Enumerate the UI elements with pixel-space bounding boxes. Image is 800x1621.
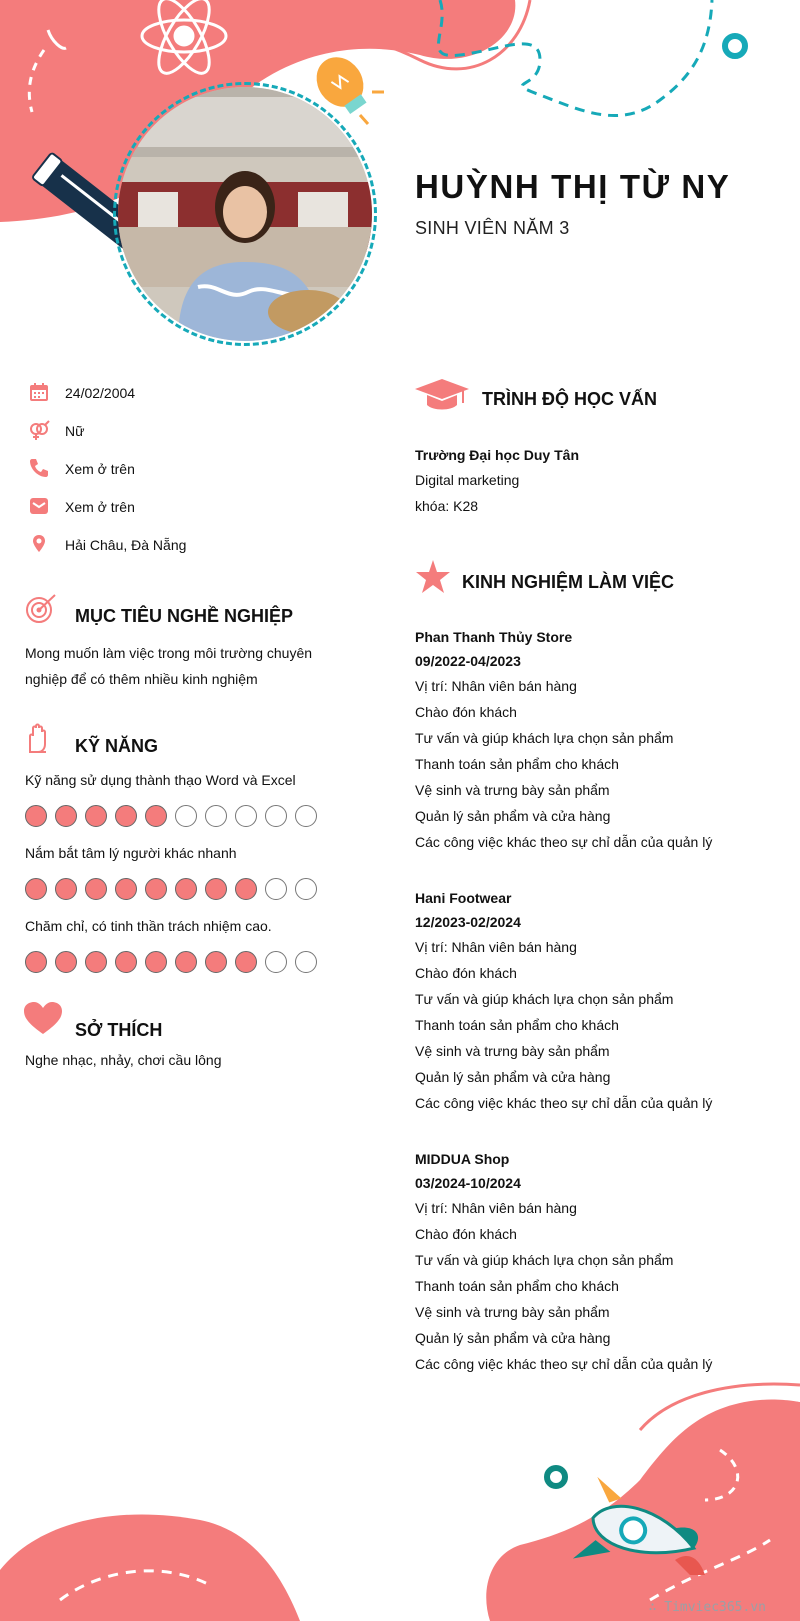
job-task: Quản lý sản phẩm và cửa hàng — [415, 808, 611, 824]
rating-dot-filled — [175, 951, 197, 973]
avatar — [118, 87, 372, 341]
candidate-name: HUỲNH THỊ TỪ NY — [415, 168, 731, 205]
job-task: Vị trí: Nhân viên bán hàng — [415, 1200, 577, 1216]
star-icon — [415, 560, 451, 594]
skill-name: Chăm chỉ, có tinh thần trách nhiệm cao. — [25, 918, 272, 934]
job-task: Vị trí: Nhân viên bán hàng — [415, 678, 577, 694]
job-task: Tư vấn và giúp khách lựa chọn sản phẩm — [415, 991, 674, 1007]
job-task: Vệ sinh và trưng bày sản phẩm — [415, 1304, 610, 1320]
skill-rating — [25, 878, 317, 900]
contact-birthday — [28, 385, 368, 423]
job-task: Chào đón khách — [415, 1226, 517, 1242]
rating-dot-empty — [295, 878, 317, 900]
rating-dot-filled — [25, 951, 47, 973]
experience-item — [415, 890, 785, 1121]
job-task: Vệ sinh và trưng bày sản phẩm — [415, 1043, 610, 1059]
birthday-text: 24/02/2004 — [65, 385, 136, 401]
education-title: TRÌNH ĐỘ HỌC VẤN — [482, 389, 657, 409]
job-task: Tư vấn và giúp khách lựa chọn sản phẩm — [415, 1252, 674, 1268]
skill-name: Nắm bắt tâm lý người khác nhanh — [25, 845, 237, 861]
hobbies-text: Nghe nhạc, nhảy, chơi cầu lông — [25, 1052, 222, 1068]
rating-dot-filled — [175, 878, 197, 900]
gender-icon — [28, 419, 50, 441]
rating-dot-empty — [295, 951, 317, 973]
graduation-cap-icon — [415, 377, 469, 413]
job-period: 03/2024-10/2024 — [415, 1175, 521, 1191]
skill-rating — [25, 805, 317, 827]
gender-text: Nữ — [65, 423, 85, 439]
target-icon — [24, 592, 58, 626]
address-text: Hải Châu, Đà Nẵng — [65, 537, 187, 553]
job-task: Các công việc khác theo sự chỉ dẫn của quản lý — [415, 1095, 713, 1111]
rating-dot-filled — [115, 878, 137, 900]
phone-text: Xem ở trên — [65, 461, 135, 477]
experience-item — [415, 1151, 785, 1382]
education-major: Digital marketing — [415, 472, 520, 488]
rating-dot-empty — [235, 805, 257, 827]
teal-ring-shape — [547, 1468, 565, 1486]
rating-dot-filled — [235, 951, 257, 973]
skill-name: Kỹ năng sử dụng thành thạo Word và Excel — [25, 772, 296, 788]
rating-dot-empty — [175, 805, 197, 827]
rating-dot-filled — [25, 878, 47, 900]
rating-dot-filled — [55, 805, 77, 827]
rating-dot-empty — [265, 951, 287, 973]
job-task: Thanh toán sản phẩm cho khách — [415, 1017, 619, 1033]
job-period: 09/2022-04/2023 — [415, 653, 521, 669]
job-task: Chào đón khách — [415, 965, 517, 981]
phone-icon — [28, 457, 50, 479]
job-period: 12/2023-02/2024 — [415, 914, 521, 930]
rating-dot-filled — [55, 878, 77, 900]
rating-dot-filled — [145, 878, 167, 900]
education-course: khóa: K28 — [415, 498, 479, 514]
rating-dot-filled — [145, 805, 167, 827]
rating-dot-filled — [85, 805, 107, 827]
rating-dot-filled — [145, 951, 167, 973]
job-task: Chào đón khách — [415, 704, 517, 720]
objective-line: Mong muốn làm việc trong môi trường chuyên — [25, 645, 313, 661]
experience-item — [415, 629, 785, 860]
job-task: Thanh toán sản phẩm cho khách — [415, 1278, 619, 1294]
contact-gender — [28, 423, 368, 461]
rating-dot-empty — [205, 805, 227, 827]
rating-dot-filled — [85, 951, 107, 973]
skill-rating — [25, 951, 317, 973]
job-task: Các công việc khác theo sự chỉ dẫn của quản lý — [415, 1356, 713, 1372]
job-company: Hani Footwear — [415, 890, 512, 906]
experience-title: KINH NGHIỆM LÀM VIỆC — [462, 572, 675, 592]
job-task: Quản lý sản phẩm và cửa hàng — [415, 1330, 611, 1346]
rating-dot-filled — [85, 878, 107, 900]
job-company: Phan Thanh Thủy Store — [415, 629, 573, 645]
objective-line: nghiệp để có thêm nhiều kinh nghiệm — [25, 671, 258, 687]
heart-icon — [24, 1002, 62, 1036]
email-text: Xem ở trên — [65, 499, 135, 515]
contact-list — [28, 385, 368, 575]
rating-dot-empty — [265, 805, 287, 827]
mail-icon — [28, 495, 50, 517]
contact-email — [28, 499, 368, 537]
bottom-left-blob-shape — [0, 1514, 300, 1621]
job-task: Quản lý sản phẩm và cửa hàng — [415, 1069, 611, 1085]
skills-title: KỸ NĂNG — [75, 736, 159, 756]
job-task: Vệ sinh và trưng bày sản phẩm — [415, 782, 610, 798]
watermark: ∴ Timviec365.vn — [648, 1600, 766, 1615]
calendar-icon — [28, 381, 50, 403]
location-pin-icon — [28, 533, 50, 555]
job-company: MIDDUA Shop — [415, 1151, 510, 1167]
hobbies-title: SỞ THÍCH — [75, 1020, 163, 1040]
rating-dot-filled — [235, 878, 257, 900]
rating-dot-filled — [205, 878, 227, 900]
rating-dot-filled — [205, 951, 227, 973]
rating-dot-empty — [265, 878, 287, 900]
rating-dot-filled — [115, 951, 137, 973]
profile-photo — [118, 87, 372, 341]
job-task: Vị trí: Nhân viên bán hàng — [415, 939, 577, 955]
teal-ring-shape — [725, 36, 745, 56]
contact-address — [28, 537, 368, 575]
rating-dot-empty — [295, 805, 317, 827]
job-task: Các công việc khác theo sự chỉ dẫn của quản lý — [415, 834, 713, 850]
objective-text — [25, 640, 365, 692]
objective-title: MỤC TIÊU NGHỀ NGHIỆP — [75, 606, 294, 626]
candidate-position: SINH VIÊN NĂM 3 — [415, 218, 570, 238]
job-task: Tư vấn và giúp khách lựa chọn sản phẩm — [415, 730, 674, 746]
rating-dot-filled — [115, 805, 137, 827]
education-school: Trường Đại học Duy Tân — [415, 447, 579, 463]
hand-icon — [24, 722, 52, 756]
rating-dot-filled — [25, 805, 47, 827]
job-task: Thanh toán sản phẩm cho khách — [415, 756, 619, 772]
rating-dot-filled — [55, 951, 77, 973]
contact-phone — [28, 461, 368, 499]
